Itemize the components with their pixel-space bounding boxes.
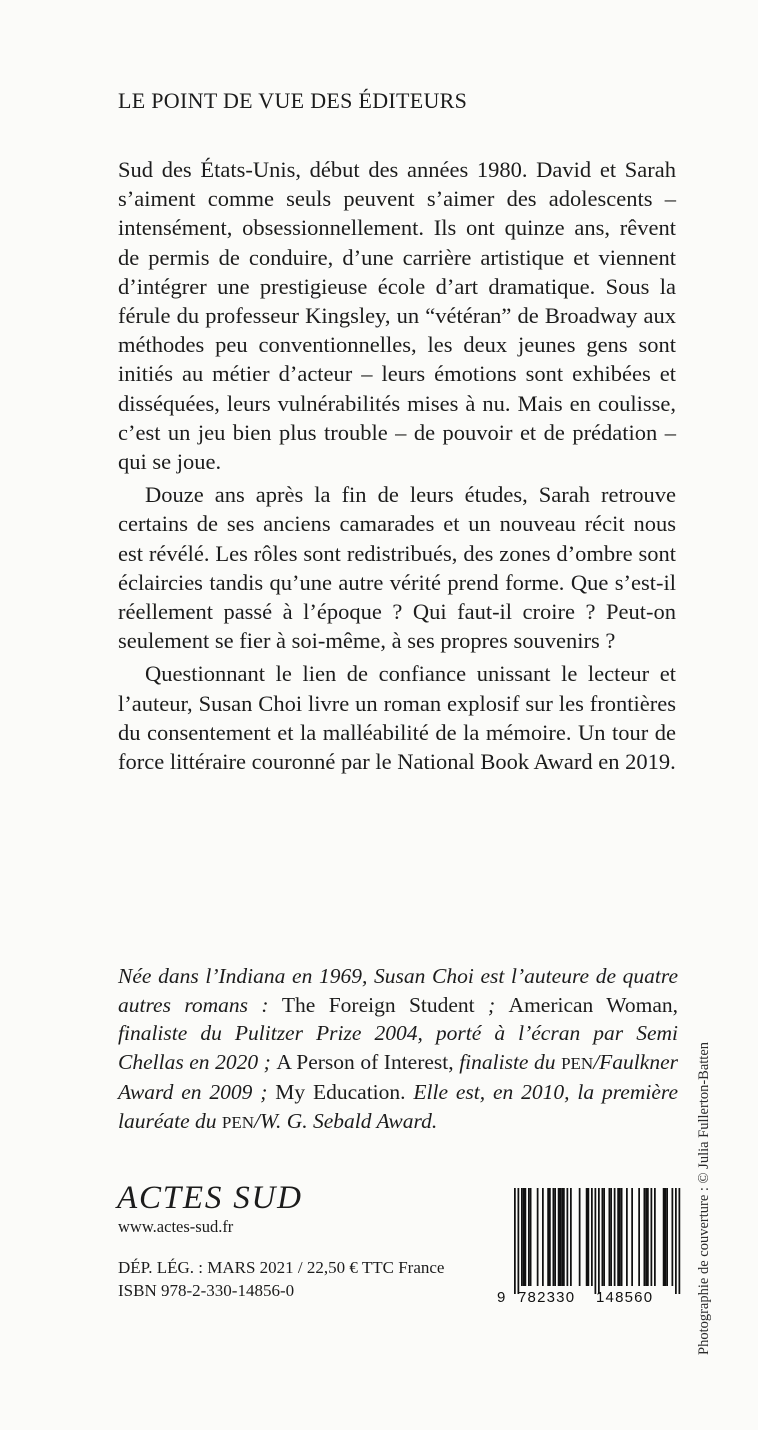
barcode-bar [588,1188,590,1286]
bio-title-foreign-student: The Foreign Student [281,992,475,1017]
barcode-bar [530,1188,532,1286]
barcode-bar [647,1188,649,1286]
synopsis-paragraph-1: Sud des États-Unis, début des années 1980. David et Sarah s’aiment comme seuls peuvent s’aimer des adolescents – intensément, obsessionnellement. Ils ont quinze ans, rêvent de permis de conduire, d’une carrière artistique et viennent d’intégrer une prestigieuse école d’art dramatique. Sous la férule du professeur Kingsley, un “vétéran” de Broadway aux méthodes peu conventionnelles, les deux jeunes gens sont initiés au métier d’acteur – leurs émotions sont exhibées et disséquées, leurs vulnérabilités mises à nu. Mais en coulisse, c’est un jeu bien plus trouble – de pouvoir et de prédation – qui se joue. [118,157,676,475]
barcode-bar [528,1188,530,1286]
synopsis-paragraph-3: Questionnant le lien de confiance unissant le lecteur et l’auteur, Susan Choi livre un roman explosif sur les frontières du consentement et la malléabilité de la mémoire. Un tour de force littéraire couronné par le National Book Award en 2019. [118,661,676,775]
bio-text: finaliste du [453,1049,562,1074]
barcode-bar [602,1188,604,1286]
barcode-bar [654,1188,656,1286]
publisher-website: www.actes-sud.fr [118,1217,234,1236]
barcode-graphic [496,1187,686,1305]
bio-text: /Faulkner Award en 2009 ; [118,1049,678,1105]
barcode-bar [644,1188,646,1286]
barcode-bar [651,1188,653,1286]
barcode-bar [567,1188,569,1286]
barcode-bar [595,1188,597,1294]
barcode-bar [638,1188,640,1286]
barcode-bar [679,1188,681,1294]
bio-title-american-woman: American Woman, [508,992,678,1017]
barcode-bar [672,1188,674,1286]
barcode-bar [563,1188,565,1286]
barcode-bar [560,1188,562,1286]
barcode-bar [521,1188,523,1286]
barcode-bar [549,1188,551,1286]
publisher-logo: ACTES SUD [117,1180,303,1216]
isbn: ISBN 978-2-330-14856-0 [118,1281,295,1300]
barcode-bar [665,1188,667,1286]
barcode-left-digits: 782330 [518,1289,576,1305]
bio-text: Née dans l’Indiana en 1969, Susan Choi est l’auteure de quatre autres romans : [118,964,678,1017]
legal-deposit-price: DÉP. LÉG. : MARS 2021 / 22,50 € TTC France [118,1258,445,1277]
barcode-bar [645,1188,647,1286]
barcode-bar [610,1188,612,1286]
bio-pen: PEN [561,1053,594,1073]
section-heading: LE POINT DE VUE DES ÉDITEURS [118,88,468,113]
barcode-bar [523,1188,525,1286]
barcode-bar [558,1188,560,1286]
barcode-bar [537,1188,539,1286]
barcode-bar [525,1188,527,1286]
barcode-bar [621,1188,623,1286]
barcode-bar [619,1188,621,1286]
barcode-bar [591,1188,593,1286]
barcode-bar [663,1188,665,1286]
barcode-bar [518,1188,520,1294]
cover-photo-credit: Photographie de couverture : © Julia Fullerton-Batten [696,1041,712,1355]
barcode-right-digits: 148560 [596,1289,654,1305]
barcode-bar [675,1188,677,1294]
barcode-bar [554,1188,556,1286]
bio-title-my-education: My Education. [275,1080,406,1105]
barcode-bars [514,1188,680,1294]
barcode [496,1187,686,1305]
barcode-bar [666,1188,668,1286]
synopsis [118,155,676,780]
barcode-bar [609,1188,611,1286]
barcode-bar [631,1188,633,1286]
barcode-first-digit: 9 [497,1289,506,1305]
barcode-bar [547,1188,549,1286]
barcode-bar [579,1188,581,1286]
author-bio [118,962,678,1138]
bio-pen: PEN [221,1112,255,1132]
barcode-bar [614,1188,616,1286]
barcode-bar [561,1188,563,1286]
barcode-bar [514,1188,516,1294]
barcode-bar [542,1188,544,1286]
bio-text: /W. G. Sebald Award. [254,1108,438,1133]
barcode-bar [598,1188,600,1294]
barcode-bar [626,1188,628,1286]
synopsis-paragraph-2: Douze ans après la fin de leurs études, Sarah retrouve certains de ses anciens camarades et un nouveau récit nous est révélé. Les rôles sont redistribués, des zones d’ombre sont éclaircies tandis qu’une autre vérité prend forme. Que s’est-il réellement passé à l’époque ? Qui faut-il croire ? Peut-on seulement se fier à soi-même, à ses propres souvenirs ? [118,482,676,654]
barcode-bar [617,1188,619,1286]
bio-text: ; [474,992,509,1017]
barcode-bar [603,1188,605,1286]
barcode-bar [553,1188,555,1286]
bio-text: Elle est, en 2010, la première lauréate du [118,1080,678,1133]
barcode-bar [570,1188,572,1286]
bio-text: finaliste du Pulitzer Prize 2004, porté à l’écran par Semi Chellas en 2020 ; [118,1021,678,1074]
barcode-bar [586,1188,588,1286]
bio-title-person-of-interest: A Person of Interest, [276,1049,454,1074]
